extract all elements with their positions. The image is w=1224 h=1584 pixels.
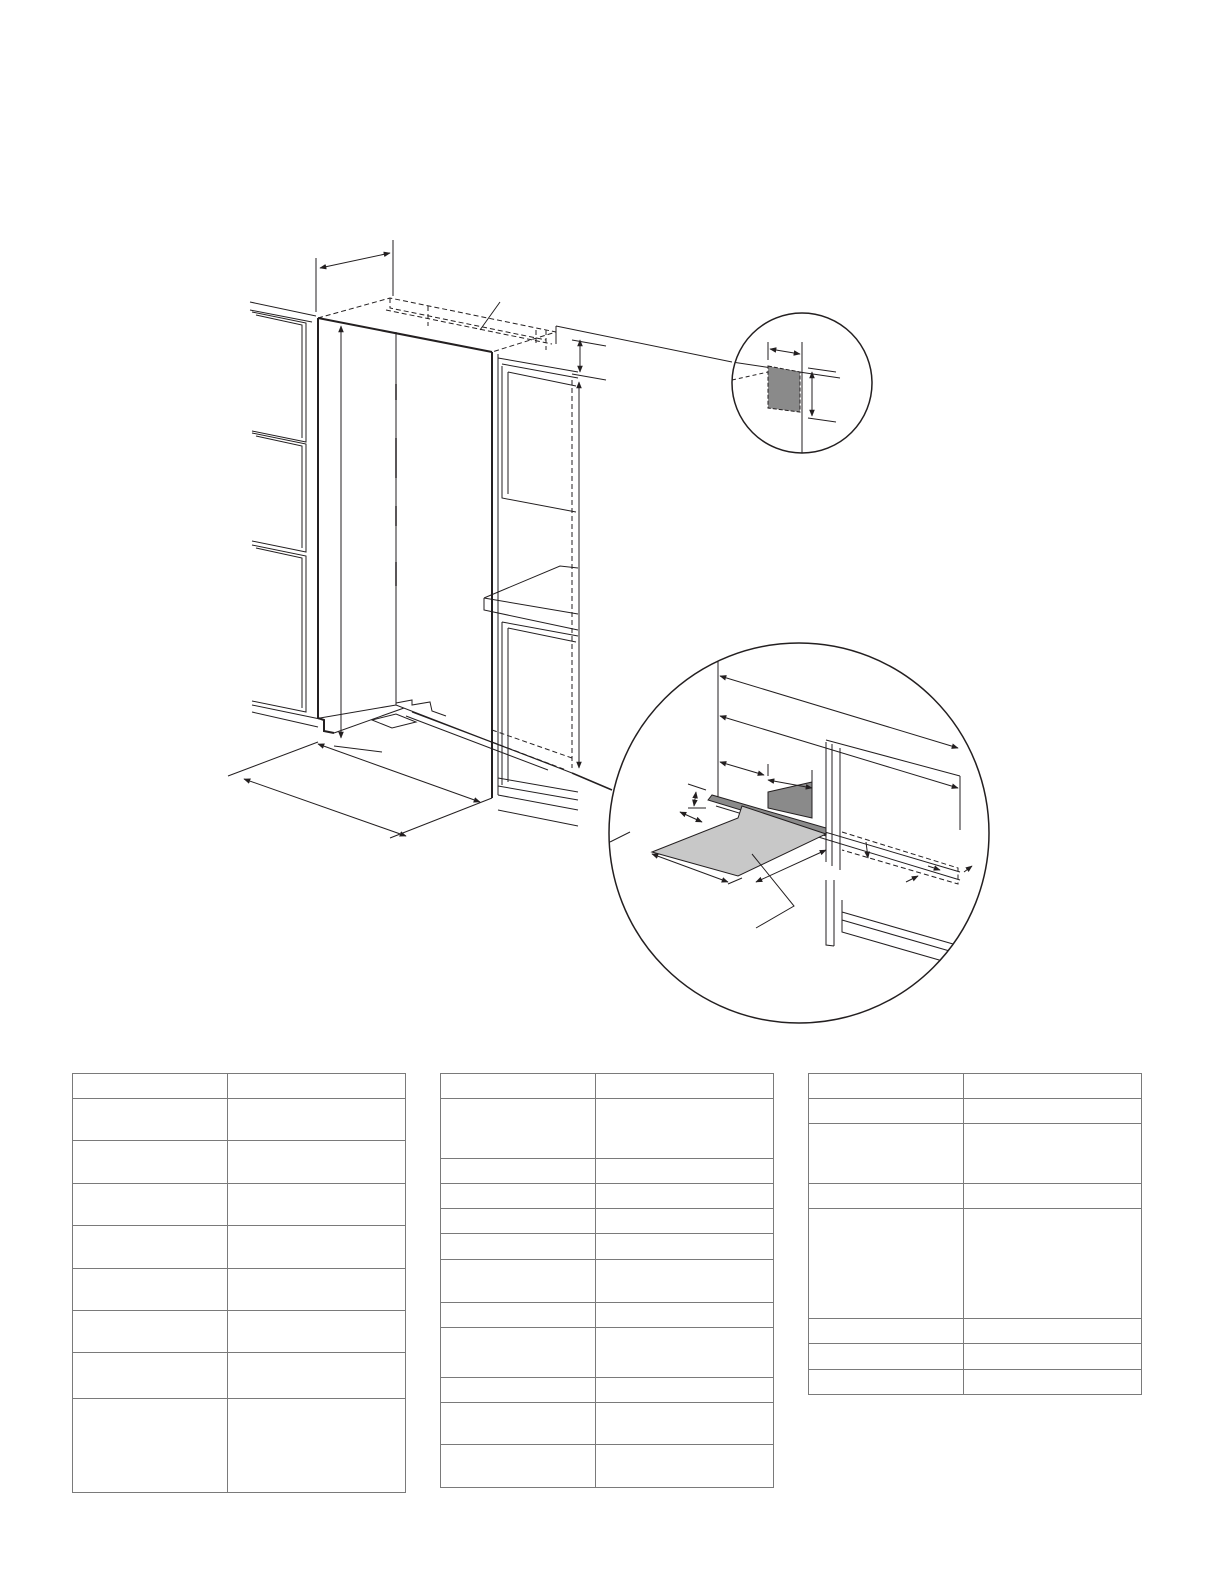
row-label	[441, 1074, 596, 1099]
row-label	[809, 1370, 964, 1395]
spec-table-2	[440, 1073, 774, 1488]
row-value	[596, 1099, 774, 1159]
row-label	[809, 1319, 964, 1344]
row-value	[228, 1353, 406, 1399]
row-value	[964, 1344, 1142, 1370]
row-value	[596, 1209, 774, 1234]
row-value	[596, 1159, 774, 1184]
row-label	[809, 1184, 964, 1209]
outlet-cutout	[768, 366, 800, 412]
row-value	[964, 1319, 1142, 1344]
left-cabinets	[250, 302, 320, 727]
row-label	[73, 1141, 228, 1184]
row-label	[441, 1209, 596, 1234]
table-row	[809, 1209, 1142, 1319]
row-value	[228, 1141, 406, 1184]
row-value	[596, 1378, 774, 1403]
row-label	[809, 1124, 964, 1184]
row-label	[441, 1234, 596, 1260]
table-row	[73, 1099, 406, 1141]
table-row	[73, 1353, 406, 1399]
row-label	[73, 1399, 228, 1493]
table-row	[73, 1399, 406, 1493]
row-value	[228, 1399, 406, 1493]
row-label	[73, 1099, 228, 1141]
row-label	[73, 1269, 228, 1311]
row-label	[441, 1403, 596, 1445]
table-row	[441, 1328, 774, 1378]
detail-circle-bottom	[609, 643, 989, 1023]
detail-circle-top	[732, 313, 872, 460]
table-row	[73, 1141, 406, 1184]
row-value	[964, 1370, 1142, 1395]
table-row	[441, 1378, 774, 1403]
row-value	[228, 1099, 406, 1141]
table-row	[441, 1074, 774, 1099]
row-value	[964, 1124, 1142, 1184]
row-value	[964, 1099, 1142, 1124]
row-label	[441, 1328, 596, 1378]
row-label	[441, 1445, 596, 1488]
row-label	[441, 1260, 596, 1303]
row-value	[596, 1403, 774, 1445]
table-row	[809, 1344, 1142, 1370]
table-row	[441, 1209, 774, 1234]
table-row	[441, 1099, 774, 1159]
spec-table-1	[72, 1073, 406, 1493]
row-value	[228, 1269, 406, 1311]
table-row	[809, 1184, 1142, 1209]
table-row	[809, 1370, 1142, 1395]
row-label	[809, 1099, 964, 1124]
row-label	[73, 1184, 228, 1226]
spec-table-3	[808, 1073, 1142, 1395]
dimension-arrows	[228, 240, 606, 838]
table-row	[441, 1403, 774, 1445]
table-row	[73, 1074, 406, 1099]
table-row	[441, 1445, 774, 1488]
row-value	[964, 1074, 1142, 1099]
row-value	[596, 1234, 774, 1260]
row-value	[596, 1445, 774, 1488]
row-label	[809, 1074, 964, 1099]
row-value	[596, 1184, 774, 1209]
table-row	[73, 1269, 406, 1311]
table-row	[441, 1159, 774, 1184]
row-value	[964, 1184, 1142, 1209]
row-value	[228, 1311, 406, 1353]
row-value	[596, 1074, 774, 1099]
cabinet-opening	[318, 318, 572, 798]
table-row	[441, 1260, 774, 1303]
table-row	[441, 1303, 774, 1328]
table-row	[441, 1184, 774, 1209]
row-value	[596, 1328, 774, 1378]
row-label	[73, 1311, 228, 1353]
table-row	[809, 1319, 1142, 1344]
row-label	[809, 1344, 964, 1370]
table-row	[809, 1099, 1142, 1124]
table-row	[73, 1226, 406, 1269]
row-value	[228, 1226, 406, 1269]
row-label	[441, 1184, 596, 1209]
row-label	[73, 1226, 228, 1269]
row-label	[73, 1074, 228, 1099]
row-value	[964, 1209, 1142, 1319]
row-value	[228, 1184, 406, 1226]
table-row	[73, 1311, 406, 1353]
soffit-leader-line	[480, 302, 500, 330]
table-row	[809, 1124, 1142, 1184]
row-label	[809, 1209, 964, 1319]
row-value	[596, 1303, 774, 1328]
row-label	[441, 1378, 596, 1403]
table-row	[73, 1184, 406, 1226]
row-label	[441, 1099, 596, 1159]
row-value	[596, 1260, 774, 1303]
row-label	[441, 1303, 596, 1328]
row-value	[228, 1074, 406, 1099]
row-label	[73, 1353, 228, 1399]
table-row	[809, 1074, 1142, 1099]
row-label	[441, 1159, 596, 1184]
table-row	[441, 1234, 774, 1260]
